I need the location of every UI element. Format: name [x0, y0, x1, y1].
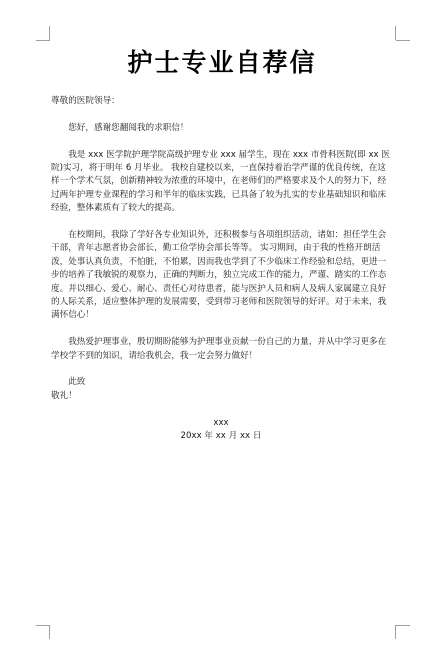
signer-name: xxx — [213, 417, 229, 428]
crop-mark-bottom-left-vertical — [49, 625, 50, 639]
letter-date: 20xx 年 xx 月 xx 日 — [180, 431, 262, 442]
crop-mark-top-right-horizontal — [396, 40, 410, 41]
crop-mark-top-right-vertical — [395, 26, 396, 40]
paragraph-2: 在校期间，我除了学好各专业知识外，还积极参与各项组织活动，诸如：担任学生会干部，青年志愿者协会部长，勤工俭学协会部长等等。 实习期间，由于我的性格开朗活泼，处事认真负责，不怕脏，不怕累，因而我也学到了不少临床工作经验和总结，更进一步的培养了我敏锐的观察力，正确的判断力，独立完成工作的能力，严谨、踏实的工作态度。并以细心、爱心、耐心、责任心对待患者，能与医护人员和病人及病人家属建立良好的人际关系，适应整体护理的发展需要，受到带习老师和医院领导的好评。对于未来，我满怀信心！ — [51, 230, 387, 321]
crop-mark-bottom-right-horizontal — [396, 625, 410, 626]
crop-mark-top-left-horizontal — [36, 40, 50, 41]
closing-line-2: 敬礼！ — [51, 390, 77, 401]
salutation: 尊敬的医院领导： — [51, 96, 120, 106]
crop-mark-top-left-vertical — [49, 26, 50, 40]
letter-title: 护士专业自荐信 — [127, 48, 317, 77]
crop-mark-bottom-left-horizontal — [36, 625, 50, 626]
greeting: 您好，感谢您翻阅我的求职信！ — [68, 122, 189, 133]
crop-mark-bottom-right-vertical — [395, 625, 396, 639]
closing-line-1: 此致 — [68, 377, 86, 388]
paragraph-1: 我是 xxx 医学院护理学院高级护理专业 xxx 届学生，现在 xxx 市骨科医院(即 xx 医院)实习，将于明年 6 月毕业。 我校自建校以来，一直保持着治学严谨的优良传统，在这样一个学术气氛，创新精神较为浓重的环境中，在老师们的严格要求及个人的努力下，经过两年护理专业课程的学习和半年的临床实践，已具备了较为扎实的专业基础知识和临床经验，整体素质有了较大的提高。 — [51, 149, 390, 214]
paragraph-3: 我热爱护理事业，殷切期盼能够为护理事业贡献一份自己的力量，并从中学习更多在学校学不到的知识，请给我机会，我一定会努力做好！ — [51, 337, 387, 361]
letter-body — [51, 95, 391, 443]
